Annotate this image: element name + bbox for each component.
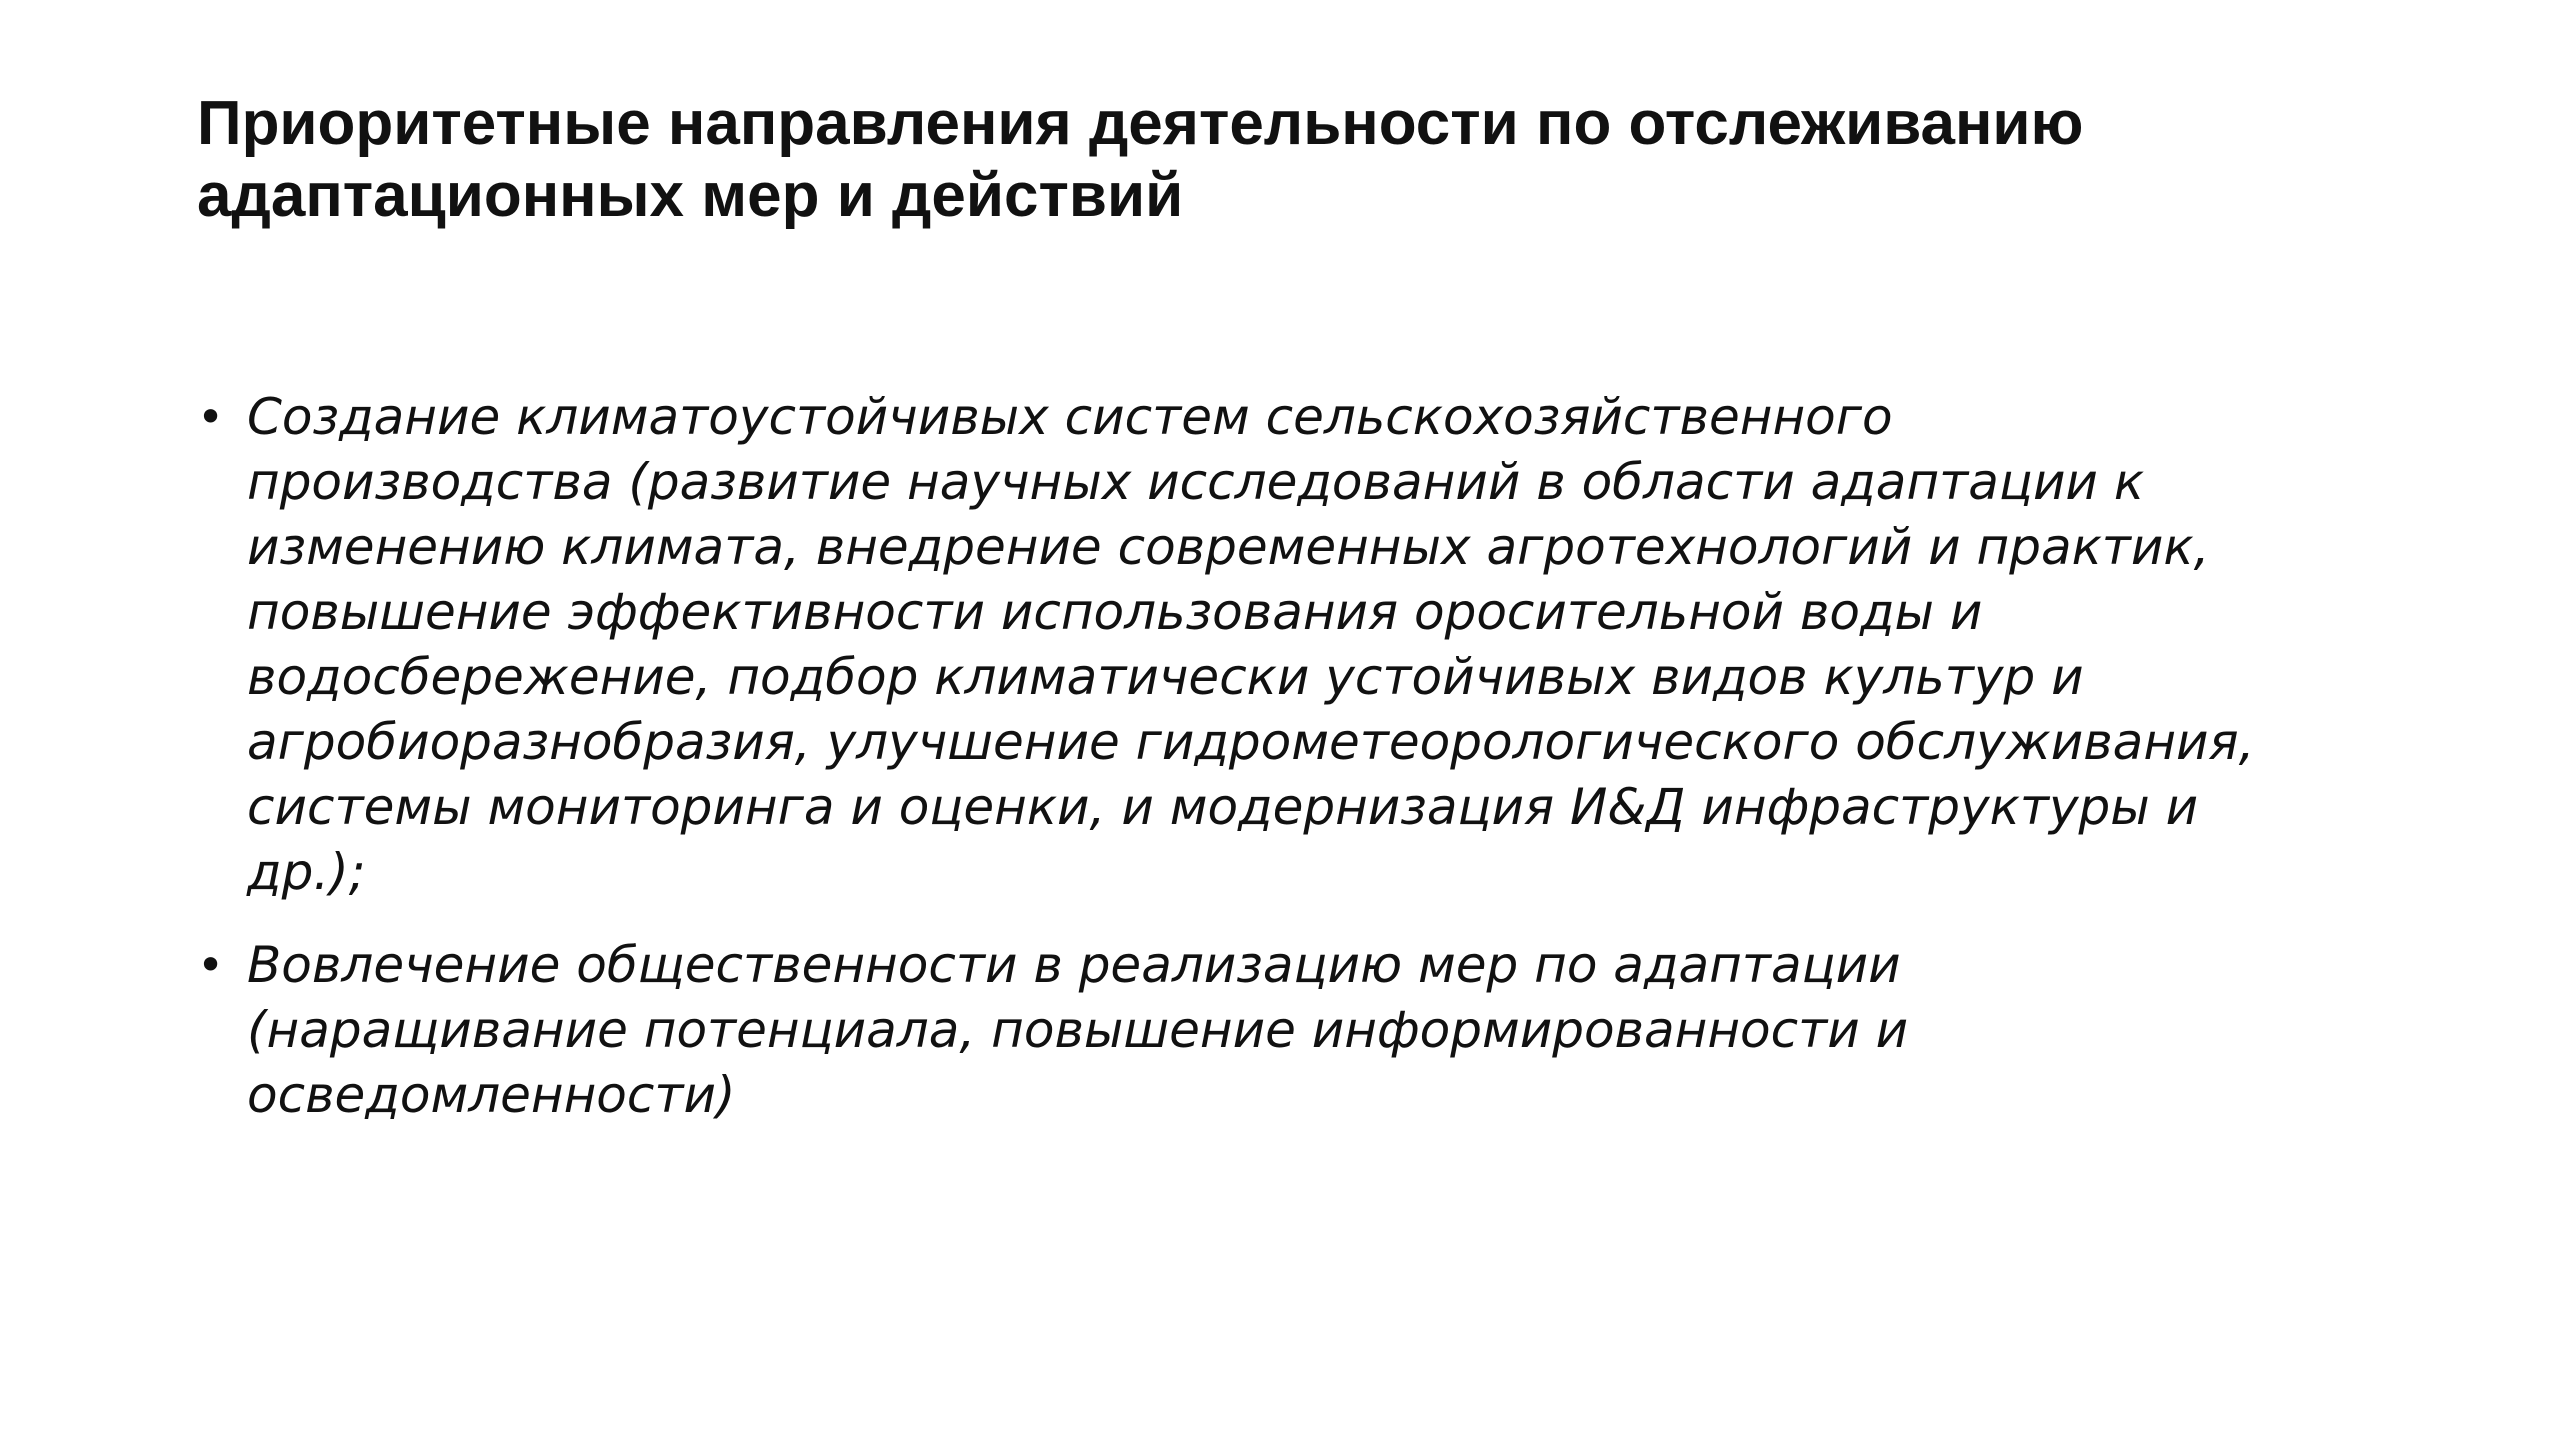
bullet-dot-icon: • (197, 390, 225, 444)
bullet-line: системы мониторинга и оценки, и модернизация И&Д инфраструктуры и (247, 778, 2199, 836)
bullet-item-public-engagement (197, 933, 2417, 1128)
bullet-line: др.); (247, 843, 366, 901)
bullet-line: (наращивание потенциала, повышение информированности и (247, 1001, 1909, 1059)
slide-title (197, 88, 2397, 232)
bullet-line: агробиоразнобразия, улучшение гидрометеорологического обслуживания, (247, 713, 2255, 771)
slide-title-line-1: Приоритетные направления деятельности по отслеживанию (197, 89, 2084, 158)
bullet-line: Создание климатоустойчивых систем сельскохозяйственного (247, 388, 1893, 446)
bullet-text (247, 385, 2417, 905)
bullet-line: изменению климата, внедрение современных агротехнологий и практик, (247, 518, 2210, 576)
bullet-item-climate-resilient-agriculture (197, 385, 2417, 905)
bullet-line: осведомленности) (247, 1066, 736, 1124)
bullet-line: водосбережение, подбор климатически устойчивых видов культур и (247, 648, 2084, 706)
bullet-dot-icon: • (197, 938, 225, 992)
bullet-text (247, 933, 2417, 1128)
bullet-line: повышение эффективности использования оросительной воды и (247, 583, 1983, 641)
bullet-line: производства (развитие научных исследований в области адаптации к (247, 453, 2145, 511)
bullet-line: Вовлечение общественности в реализацию мер по адаптации (247, 936, 1901, 994)
bullet-list (197, 385, 2417, 1156)
slide-title-line-2: адаптационных мер и действий (197, 161, 1184, 230)
